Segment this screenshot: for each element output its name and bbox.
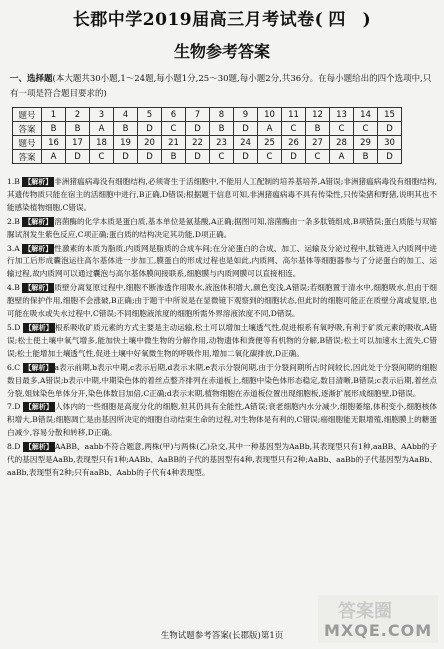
table-cell: B (42, 122, 66, 136)
table-cell: A (258, 122, 282, 136)
table-cell: 22 (186, 136, 210, 150)
table-cell: 9 (234, 108, 258, 122)
explanations (7, 176, 437, 481)
table-cell: C (162, 122, 186, 136)
table-cell: 18 (90, 136, 114, 150)
page-footer: 生物试题参考答案(长郡版)第1页 (160, 631, 284, 641)
table-cell: 6 (162, 108, 186, 122)
title-number: 四 (328, 10, 346, 30)
table-cell: C (282, 122, 306, 136)
answer-table (12, 107, 402, 164)
explanation-text: 溶菌酶的化学本质是蛋白质,基本单位是氨基酸,A正确;据图可知,溶菌酶由一条多肽链组成,B项错误;蛋白质能与双缩脲试剂发生紫色反应,C项正确;蛋白质的结构决定其功能,D项正确。 (7, 216, 437, 239)
table-cell: A (330, 150, 354, 164)
table-cell: 14 (354, 108, 378, 122)
table-cell: D (138, 122, 162, 136)
table-row-head: 答案 (13, 122, 42, 136)
table-cell: 11 (282, 108, 306, 122)
table-cell: 16 (42, 136, 66, 150)
table-cell: 10 (258, 108, 282, 122)
table-cell: 12 (306, 108, 330, 122)
table-cell: 13 (330, 108, 354, 122)
table-cell: 1 (42, 108, 66, 122)
table-cell: C (306, 150, 330, 164)
explanation-item (7, 401, 437, 440)
explanation-number: 4.B (7, 283, 20, 293)
explanation-tag: 【解析】 (24, 323, 53, 332)
table-cell: C (330, 122, 354, 136)
explanation-item (7, 243, 437, 282)
explanation-item (7, 441, 437, 480)
table-cell: 4 (114, 108, 138, 122)
table-cell: A (42, 150, 66, 164)
explanation-number: 3.A (7, 243, 20, 253)
explanation-item (7, 362, 437, 401)
page-subtitle: 生物参考答案 (173, 42, 270, 61)
table-cell: D (234, 150, 258, 164)
table-cell: 15 (378, 108, 402, 122)
table-cell: D (186, 122, 210, 136)
table-cell: D (282, 150, 306, 164)
table-cell: 23 (210, 136, 234, 150)
explanation-text: 性激素的本质为脂质,内质网是脂质的合成车间;在分泌蛋白的合成、加工、运输及分泌过程中,肽链进入内质网中进行加工后形成囊泡运往高尔基体进一步加工,膜蛋白的形成过程也是如此,内质网、高尔基体等细胞器参与了分泌蛋白的加工、运输过程,故内质网可以通过囊泡与高尔基体膜间接联系,细胞膜与内质网膜可以直接相连。 (7, 243, 437, 279)
explanation-item (7, 216, 437, 242)
explanation-item (7, 322, 437, 361)
table-cell: 7 (186, 108, 210, 122)
table-row (13, 108, 402, 122)
explanation-item (7, 176, 437, 215)
table-cell: B (162, 150, 186, 164)
table-row (13, 150, 402, 164)
table-cell: 2 (66, 108, 90, 122)
watermark-text-2: MXQE.COM (324, 621, 433, 640)
explanation-tag: 【解析】 (24, 244, 53, 253)
table-cell: B (114, 122, 138, 136)
table-cell: 20 (138, 136, 162, 150)
page-title (0, 5, 444, 30)
table-cell: 27 (306, 136, 330, 150)
table-cell: C (258, 150, 282, 164)
explanation-text: 人体内的一些细胞是高度分化的细胞,但其仍具有全能性,A错误;衰老细胞内水分减少,细胞萎缩,体积变小,细胞核体积增大,B错误;细胞凋亡是由基因所决定的细胞自动结束生命的过程,对生物体是有利的,C错误;癌细胞能无限增殖,细胞膜上的糖蛋白减少,容易分散和转移,D正确。 (7, 402, 437, 438)
explanation-number: 8.D (7, 442, 21, 452)
table-cell: D (378, 150, 402, 164)
section-heading (10, 72, 436, 102)
table-cell: 8 (210, 108, 234, 122)
explanation-number: 7.D (7, 402, 21, 412)
table-cell: D (114, 150, 138, 164)
watermark-text-1: 答案圈 (338, 601, 392, 622)
explanation-tag: 【解析】 (24, 403, 53, 412)
explanation-tag: 【解析】 (24, 363, 53, 372)
explanation-text: a表示前期,b表示中期,c表示后期,d表示末期,e表示分裂间期,由于分裂间期所占时间较长,因此处于分裂间期的细胞数目最多,A错误;b表示中期,中期染色体的着丝点整齐排列在赤道板上,细胞中染色体形态稳定,数目清晰,B错误;c表示后期,着丝点分裂,姐妹染色单体分开,染色体数目加倍,C正确;d表示末期,植物细胞在赤道板位置出现细胞板,逐渐扩展形成细胞壁,D错误。 (7, 362, 437, 398)
section-description: (本大题共30小题,1～24题,每小题1分,25～30题,每小题2分,共36分。在每小题给出的四个选项中,只有一项是符合题目要求的) (10, 74, 432, 99)
table-cell: B (66, 122, 90, 136)
explanation-tag: 【解析】 (24, 443, 53, 452)
table-row-head: 题号 (13, 108, 42, 122)
explanation-number: 6.C (7, 362, 21, 372)
explanation-text: 质壁分离复原过程中,细胞不断渗透作用吸水,液泡体积增大,颜色变浅,A错误;若细胞置于清水中,细胞吸水,但由于细胞壁的保护作用,细胞不会涨破,B正确;由于题干中所说是在显微镜下观察到的细胞状态,但此时的细胞可能正在质壁分离或复原,也可能在吸水或失水过程中,C错误;不同细胞液浓度的细胞所需外界溶液浓度不同,D错误。 (7, 283, 437, 319)
table-cell: 21 (162, 136, 186, 150)
table-cell: 28 (330, 136, 354, 150)
table-cell: 24 (234, 136, 258, 150)
table-cell: C (210, 150, 234, 164)
table-cell: D (234, 122, 258, 136)
table-cell: 5 (138, 108, 162, 122)
table-cell: D (378, 122, 402, 136)
table-cell: 19 (114, 136, 138, 150)
table-cell: D (138, 150, 162, 164)
explanation-text: 非洲猪瘟病毒没有细胞结构,必须寄生于活细胞中,不能用人工配制的培养基培养,A错误;非洲猪瘟病毒没有细胞结构,其遗传物质只能在宿主的活细胞中进行,B正确,D错误;根据题干信息可知,非洲猪瘟病毒不具有传染性,只传染猪和野猪,说明其也不能感染植物细胞,C错误。 (7, 177, 437, 212)
table-cell: B (354, 150, 378, 164)
explanation-tag: 【解析】 (24, 178, 53, 186)
table-cell: 26 (282, 136, 306, 150)
section-title: 一、选择题 (10, 74, 53, 84)
table-row (13, 136, 402, 150)
table-cell: C (354, 122, 378, 136)
table-cell: 17 (66, 136, 90, 150)
table-row-head: 题号 (13, 136, 42, 150)
table-cell: 3 (90, 108, 114, 122)
title-suffix: ) (362, 10, 372, 30)
explanation-number: 2.B (7, 216, 20, 226)
explanation-number: 5.D (7, 322, 21, 332)
explanation-tag: 【解析】 (24, 284, 53, 293)
explanation-tag: 【解析】 (24, 217, 53, 226)
table-cell: B (210, 122, 234, 136)
table-row-head: 答案 (13, 150, 42, 164)
table-row (13, 122, 402, 136)
explanation-text: AABB、aabb不符合题意,两株(甲)与两株(乙)杂交,其中一种基因型为AaBb,其表现型只有1种,aaBB、AAbb的子代的基因型是AaBb,表现型只有1种;AABb、AaBB的子代的基因型有4种,表现型只有2种;AaBb、aaBb的子代基因型为AaBb、aaBb,表现型有2种;只有aaBb、Aabb的子代有4种表现型。 (7, 442, 437, 477)
table-cell: D (186, 150, 210, 164)
table-cell: C (90, 150, 114, 164)
table-cell: D (66, 150, 90, 164)
table-cell: 25 (258, 136, 282, 150)
table-cell: A (90, 122, 114, 136)
table-cell: 29 (354, 136, 378, 150)
explanation-number: 1.B (7, 177, 20, 186)
table-cell: B (306, 122, 330, 136)
table-cell: 30 (378, 136, 402, 150)
explanation-item (7, 282, 437, 321)
title-prefix: 长郡中学2019届高三月考试卷( (72, 10, 324, 30)
explanation-text: 根系吸收矿质元素的方式主要是主动运输,松土可以增加土壤透气性,促进根系有氧呼吸,有利于矿质元素的吸收,A错误;松土使土壤中氧气增多,能加快土壤中微生物的分解作用,动物遗体和粪便等有机物的分解,B错误;松土可以加速水土流失,C错误;松土能增加土壤透气性,促进土壤中好氧微生物的呼吸作用,增加二氧化碳排放,D正确。 (7, 322, 437, 358)
